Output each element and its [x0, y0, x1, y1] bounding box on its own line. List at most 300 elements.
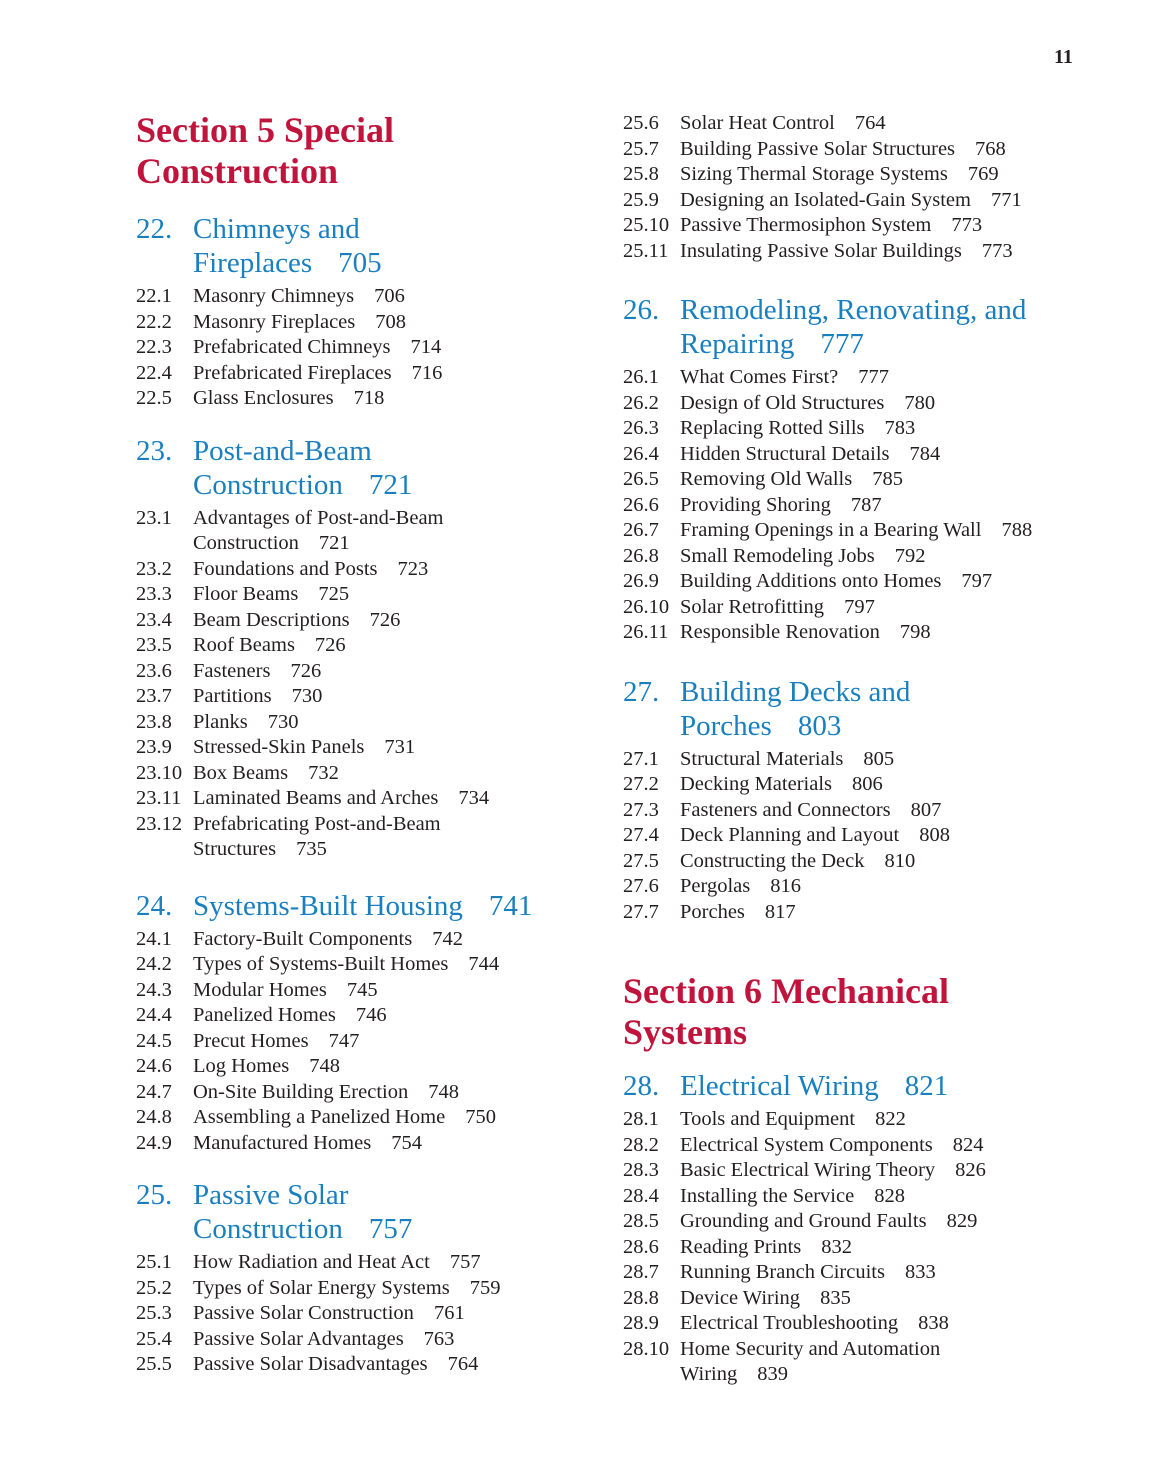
chapter-title: Remodeling, Renovating, and Repairing [680, 294, 1027, 360]
entry-number: 26.4 [623, 442, 659, 465]
toc-entry[interactable] [623, 1286, 1083, 1312]
entry-page: 726 [369, 608, 401, 631]
entry-page: 807 [910, 798, 942, 821]
entry-page: 810 [884, 849, 916, 872]
toc-entry[interactable] [136, 335, 576, 361]
entry-title: Foundations and Posts [193, 557, 378, 580]
entry-page: 708 [375, 310, 406, 333]
entry-title: Beam Descriptions [193, 608, 350, 631]
entry-number: 25.9 [623, 188, 659, 211]
entry-number: 27.3 [623, 798, 659, 821]
entry-title: Removing Old Walls [680, 468, 853, 490]
entry-page: 792 [894, 544, 926, 567]
toc-entry[interactable] [623, 620, 1083, 646]
toc-entry[interactable] [136, 608, 576, 634]
entry-number: 25.1 [136, 1251, 172, 1273]
entry-number: 23.4 [136, 608, 172, 631]
entry-number: 26.10 [623, 595, 670, 618]
entry-number: 22.2 [136, 310, 172, 333]
entry-page: 787 [850, 493, 882, 516]
toc-entry[interactable] [623, 365, 1083, 391]
entry-page: 797 [844, 595, 875, 618]
entry-page: 777 [858, 366, 890, 388]
toc-entry[interactable] [623, 747, 1083, 773]
entry-page: 833 [904, 1261, 936, 1283]
toc-entry[interactable] [136, 812, 576, 863]
chapter-page: 803 [797, 709, 842, 742]
entry-page: 744 [468, 953, 500, 975]
toc-entry[interactable] [623, 849, 1083, 875]
entry-title: Running Branch Circuits [680, 1261, 885, 1283]
entry-number: 25.11 [623, 239, 669, 262]
entry-title: Sizing Thermal Storage Systems [680, 163, 948, 185]
entry-title: Passive Solar Advantages [193, 1327, 404, 1350]
entry-title: Electrical Troubleshooting [680, 1312, 899, 1334]
entry-title: Masonry Chimneys [193, 285, 355, 307]
chapter-title: Chimneys and Fireplaces [193, 213, 360, 279]
entry-page: 742 [432, 927, 463, 950]
toc-entry[interactable] [136, 361, 576, 387]
entry-page: 785 [872, 468, 903, 490]
entry-number: 23.8 [136, 710, 172, 733]
entry-number: 26.11 [623, 621, 669, 643]
entry-number: 25.4 [136, 1327, 172, 1350]
toc-entry[interactable] [623, 137, 1083, 163]
toc-entry[interactable] [623, 900, 1083, 926]
toc-entry[interactable] [136, 284, 576, 310]
entry-number: 22.5 [136, 387, 172, 409]
entry-number: 23.12 [136, 812, 183, 835]
entry-title: Precut Homes [193, 1029, 309, 1052]
entry-list [623, 1107, 1083, 1388]
entry-page: 788 [1001, 519, 1033, 541]
entry-number: 25.10 [623, 214, 670, 236]
entry-page: 783 [884, 417, 916, 439]
entry-title: Installing the Service [680, 1184, 855, 1207]
toc-entry[interactable] [136, 1003, 576, 1029]
toc-entry[interactable] [623, 1107, 1083, 1133]
entry-number: 28.2 [623, 1133, 659, 1156]
entry-title: Design of Old Structures [680, 391, 885, 414]
entry-number: 23.9 [136, 736, 172, 758]
chapter-page: 741 [488, 889, 533, 922]
entry-number: 23.6 [136, 659, 172, 682]
entry-title: Factory-Built Components [193, 927, 413, 950]
entry-number: 26.3 [623, 417, 659, 439]
chapter-heading[interactable] [136, 1178, 576, 1246]
toc-entry[interactable] [136, 978, 576, 1004]
entry-number: 26.5 [623, 468, 659, 490]
entry-number: 25.8 [623, 163, 659, 185]
toc-entry[interactable] [623, 1209, 1083, 1235]
entry-number: 26.8 [623, 544, 659, 567]
entry-page: 771 [990, 188, 1022, 211]
entry-page: 718 [353, 387, 385, 409]
entry-number: 28.10 [623, 1337, 670, 1360]
entry-page: 730 [291, 685, 323, 707]
left-column [136, 110, 576, 1378]
chapter-number: 22. [136, 213, 173, 245]
entry-page: 829 [946, 1210, 978, 1232]
entry-number: 22.4 [136, 361, 172, 384]
entry-title: Masonry Fireplaces [193, 310, 356, 333]
entry-number: 24.1 [136, 927, 172, 950]
chapter-page: 705 [338, 247, 382, 279]
right-column [623, 111, 1083, 1388]
entry-number: 28.1 [623, 1108, 659, 1130]
entry-number: 28.4 [623, 1184, 659, 1207]
entry-number: 24.3 [136, 978, 172, 1001]
toc-entry[interactable] [136, 386, 576, 412]
entry-page: 808 [919, 824, 950, 846]
entry-page: 757 [449, 1251, 481, 1273]
toc-entry[interactable] [623, 467, 1083, 493]
toc-entry[interactable] [623, 518, 1083, 544]
entry-list [136, 284, 576, 412]
chapter-number: 23. [136, 434, 173, 467]
entry-title: Framing Openings in a Bearing Wall [680, 519, 982, 541]
entry-title: Small Remodeling Jobs [680, 544, 875, 567]
entry-list [136, 927, 576, 1157]
entry-number: 23.3 [136, 583, 172, 605]
entry-number: 25.2 [136, 1276, 172, 1299]
entry-number: 27.1 [623, 747, 659, 770]
toc-entry[interactable] [623, 798, 1083, 824]
entry-title: Prefabricated Fireplaces [193, 361, 392, 384]
entry-title: Structural Materials [680, 747, 844, 770]
entry-number: 28.6 [623, 1235, 659, 1258]
toc-entry[interactable] [136, 684, 576, 710]
entry-title: Device Wiring [680, 1286, 801, 1309]
entry-number: 25.5 [136, 1353, 172, 1375]
entry-title: Hidden Structural Details [680, 442, 890, 465]
entry-number: 24.7 [136, 1080, 172, 1103]
chapter-page: 721 [368, 468, 413, 501]
entry-number: 27.2 [623, 773, 659, 795]
entry-number: 25.3 [136, 1302, 172, 1324]
chapter-heading[interactable] [623, 1069, 1083, 1103]
entry-page: 748 [309, 1055, 340, 1077]
entry-page: 798 [899, 621, 931, 643]
entry-title: Modular Homes [193, 978, 327, 1001]
toc-entry[interactable] [136, 1301, 576, 1327]
entry-number: 26.1 [623, 366, 659, 388]
entry-page: 747 [328, 1029, 360, 1052]
chapter-page: 821 [904, 1070, 949, 1102]
entry-title: Types of Solar Energy Systems [193, 1276, 450, 1299]
entry-title: Porches [680, 900, 745, 923]
entry-number: 24.5 [136, 1029, 172, 1052]
chapter-title: Post-and-Beam Construction [193, 434, 372, 501]
entry-title: Reading Prints [680, 1235, 802, 1258]
entry-title: Floor Beams [193, 583, 299, 605]
entry-title: Panelized Homes [193, 1004, 336, 1026]
entry-page: 748 [428, 1080, 459, 1103]
toc-entry[interactable] [623, 874, 1083, 900]
entry-title: Laminated Beams and Arches [193, 787, 439, 809]
entry-page: 797 [961, 570, 993, 592]
entry-page: 828 [874, 1184, 905, 1207]
entry-title: Box Beams [193, 761, 289, 784]
toc-entry[interactable] [136, 1029, 576, 1055]
entry-number: 24.9 [136, 1131, 172, 1154]
entry-number: 23.1 [136, 506, 172, 529]
toc-entry[interactable] [136, 1105, 576, 1131]
entry-number: 26.7 [623, 519, 659, 541]
entry-title: Fasteners and Connectors [680, 798, 891, 821]
entry-page: 816 [770, 875, 801, 897]
entry-page: 750 [465, 1106, 496, 1128]
entry-title: Types of Systems-Built Homes [193, 953, 449, 975]
entry-title: Solar Retrofitting [680, 595, 825, 618]
entry-page: 832 [821, 1235, 853, 1258]
entry-page: 764 [854, 112, 886, 134]
entry-page: 726 [314, 634, 346, 656]
entry-title: Solar Heat Control [680, 112, 835, 134]
entry-title: Log Homes [193, 1055, 290, 1077]
entry-page: 768 [975, 137, 1006, 160]
toc-entry[interactable] [136, 1327, 576, 1353]
entry-title: How Radiation and Heat Act [193, 1251, 430, 1273]
page-number: 11 [1054, 46, 1073, 68]
entry-page: 706 [374, 285, 405, 307]
entry-title: Electrical System Components [680, 1133, 933, 1156]
chapter-heading[interactable] [623, 675, 1083, 743]
entry-number: 25.7 [623, 137, 659, 160]
entry-list [623, 747, 1083, 926]
toc-entry[interactable] [136, 1054, 576, 1080]
entry-page: 784 [909, 442, 941, 465]
entry-page: 721 [318, 532, 350, 554]
entry-title: Replacing Rotted Sills [680, 417, 865, 439]
entry-title: Building Passive Solar Structures [680, 137, 956, 160]
entry-page: 734 [458, 787, 490, 809]
toc-entry[interactable] [623, 1184, 1083, 1210]
entry-page: 725 [318, 583, 350, 605]
entry-page: 769 [967, 163, 999, 185]
entry-title: Insulating Passive Solar Buildings [680, 239, 962, 262]
entry-page: 824 [952, 1133, 984, 1156]
entry-number: 23.5 [136, 634, 172, 656]
toc-entry[interactable] [136, 310, 576, 336]
toc-entry[interactable] [136, 1276, 576, 1302]
toc-entry[interactable] [623, 1260, 1083, 1286]
entry-title: Prefabricating Post-and-Beam Structures [193, 812, 441, 860]
entry-page: 773 [951, 214, 983, 236]
toc-entry[interactable] [623, 239, 1083, 265]
entry-title: Building Additions onto Homes [680, 570, 942, 592]
entry-page: 732 [308, 761, 339, 784]
entry-number: 27.4 [623, 824, 659, 846]
chapter-number: 25. [136, 1179, 173, 1211]
entry-number: 26.2 [623, 391, 659, 414]
entry-number: 28.3 [623, 1159, 659, 1181]
entry-number: 23.7 [136, 685, 172, 707]
toc-entry[interactable] [623, 1337, 1083, 1388]
entry-title: On-Site Building Erection [193, 1080, 409, 1103]
entry-title: Providing Shoring [680, 493, 831, 516]
toc-entry[interactable] [623, 823, 1083, 849]
entry-page: 754 [391, 1131, 422, 1154]
chapter-heading[interactable] [136, 212, 576, 280]
toc-entry[interactable] [623, 569, 1083, 595]
chapter-title: Building Decks and Porches [680, 675, 911, 742]
entry-page: 817 [764, 900, 796, 923]
entry-page: 838 [918, 1312, 949, 1334]
toc-entry[interactable] [623, 493, 1083, 519]
toc-entry[interactable] [623, 416, 1083, 442]
entry-number: 28.5 [623, 1210, 659, 1232]
entry-page: 761 [433, 1302, 465, 1324]
entry-page: 723 [397, 557, 429, 580]
toc-entry[interactable] [136, 506, 576, 557]
entry-title: Deck Planning and Layout [680, 824, 900, 846]
toc-entry[interactable] [623, 772, 1083, 798]
entry-number: 27.5 [623, 849, 659, 872]
entry-number: 22.1 [136, 285, 172, 307]
toc-entry[interactable] [136, 1352, 576, 1378]
chapter-page: 777 [820, 328, 864, 360]
toc-entry[interactable] [623, 1235, 1083, 1261]
entry-page: 746 [355, 1004, 387, 1026]
toc-entry[interactable] [623, 544, 1083, 570]
entry-title: What Comes First? [680, 366, 839, 388]
entry-page: 735 [296, 838, 327, 860]
entry-page: 759 [469, 1276, 501, 1299]
section-title: Section 5 Special Construction [136, 110, 394, 191]
entry-page: 806 [852, 773, 883, 795]
toc-entry[interactable] [623, 1311, 1083, 1337]
toc-entry[interactable] [623, 111, 1083, 137]
section-title: Section 6 Mechanical Systems [623, 971, 949, 1052]
entry-page: 780 [904, 391, 936, 414]
entry-number: 24.6 [136, 1055, 172, 1077]
chapter-heading[interactable] [136, 434, 576, 502]
entry-title: Glass Enclosures [193, 387, 334, 409]
toc-entry[interactable] [136, 633, 576, 659]
toc-entry[interactable] [623, 188, 1083, 214]
entry-title: Roof Beams [193, 634, 295, 656]
entry-title: Stressed-Skin Panels [193, 736, 365, 758]
chapter-heading[interactable] [136, 889, 576, 923]
chapter-heading[interactable] [623, 293, 1083, 361]
entry-title: Planks [193, 710, 248, 733]
entry-title: Constructing the Deck [680, 849, 865, 872]
toc-entry[interactable] [136, 659, 576, 685]
chapter-page: 757 [368, 1213, 413, 1245]
entry-number: 24.2 [136, 953, 172, 975]
entry-title: Pergolas [680, 875, 751, 897]
toc-entry[interactable] [136, 1250, 576, 1276]
toc-entry[interactable] [136, 1080, 576, 1106]
entry-list [623, 365, 1083, 646]
entry-page: 745 [346, 978, 378, 1001]
entry-title: Decking Materials [680, 773, 832, 795]
entry-number: 26.9 [623, 570, 659, 592]
chapter-number: 28. [623, 1070, 660, 1102]
entry-number: 23.11 [136, 787, 182, 809]
entry-title: Partitions [193, 685, 272, 707]
entry-page: 714 [410, 336, 442, 358]
toc-entry[interactable] [136, 582, 576, 608]
entry-number: 25.6 [623, 112, 659, 134]
entry-number: 26.6 [623, 493, 659, 516]
entry-title: Manufactured Homes [193, 1131, 372, 1154]
chapter-title: Systems-Built Housing [193, 889, 463, 922]
entry-page: 726 [290, 659, 322, 682]
entry-number: 23.2 [136, 557, 172, 580]
toc-entry[interactable] [136, 786, 576, 812]
entry-title: Assembling a Panelized Home [193, 1106, 446, 1128]
toc-entry[interactable] [623, 442, 1083, 468]
entry-list [136, 1250, 576, 1378]
entry-title: Passive Thermosiphon System [680, 214, 932, 236]
entry-number: 28.8 [623, 1286, 659, 1309]
entry-page: 773 [981, 239, 1013, 262]
entry-number: 24.8 [136, 1106, 172, 1128]
entry-title: Passive Solar Construction [193, 1302, 414, 1324]
entry-page: 764 [447, 1353, 479, 1375]
toc-entry[interactable] [136, 1131, 576, 1157]
entry-list [623, 111, 1083, 264]
entry-number: 23.10 [136, 761, 183, 784]
entry-number: 27.7 [623, 900, 659, 923]
entry-number: 28.9 [623, 1312, 659, 1334]
entry-title: Responsible Renovation [680, 621, 880, 643]
entry-page: 763 [423, 1327, 455, 1350]
entry-title: Advantages of Post-and-Beam Construction [193, 506, 444, 554]
chapter-number: 27. [623, 675, 660, 708]
toc-entry[interactable] [623, 595, 1083, 621]
entry-number: 22.3 [136, 336, 172, 358]
entry-page: 839 [757, 1363, 788, 1385]
toc-entry[interactable] [136, 927, 576, 953]
chapter-number: 24. [136, 889, 173, 922]
entry-number: 24.4 [136, 1004, 172, 1026]
chapter-title: Passive Solar Construction [193, 1179, 349, 1245]
entry-page: 730 [267, 710, 299, 733]
entry-number: 27.6 [623, 875, 659, 897]
entry-title: Passive Solar Disadvantages [193, 1353, 428, 1375]
entry-title: Home Security and Automation Wiring [680, 1337, 941, 1385]
entry-title: Fasteners [193, 659, 271, 682]
entry-page: 826 [955, 1159, 986, 1181]
entry-page: 731 [384, 736, 416, 758]
entry-page: 835 [820, 1286, 851, 1309]
entry-page: 805 [863, 747, 895, 770]
entry-number: 28.7 [623, 1261, 659, 1283]
entry-title: Grounding and Ground Faults [680, 1210, 927, 1232]
toc-entry[interactable] [623, 1158, 1083, 1184]
toc-entry[interactable] [623, 213, 1083, 239]
toc-entry[interactable] [623, 162, 1083, 188]
entry-title: Prefabricated Chimneys [193, 336, 391, 358]
toc-entry[interactable] [136, 710, 576, 736]
entry-title: Tools and Equipment [680, 1108, 856, 1130]
entry-list [136, 506, 576, 863]
toc-entry[interactable] [136, 952, 576, 978]
toc-entry[interactable] [623, 391, 1083, 417]
entry-title: Designing an Isolated-Gain System [680, 188, 971, 211]
chapter-title: Electrical Wiring [680, 1070, 879, 1102]
toc-entry[interactable] [623, 1133, 1083, 1159]
entry-page: 822 [875, 1108, 906, 1130]
toc-entry[interactable] [136, 761, 576, 787]
entry-title: Basic Electrical Wiring Theory [680, 1159, 936, 1181]
entry-page: 716 [411, 361, 443, 384]
toc-entry[interactable] [136, 735, 576, 761]
toc-entry[interactable] [136, 557, 576, 583]
